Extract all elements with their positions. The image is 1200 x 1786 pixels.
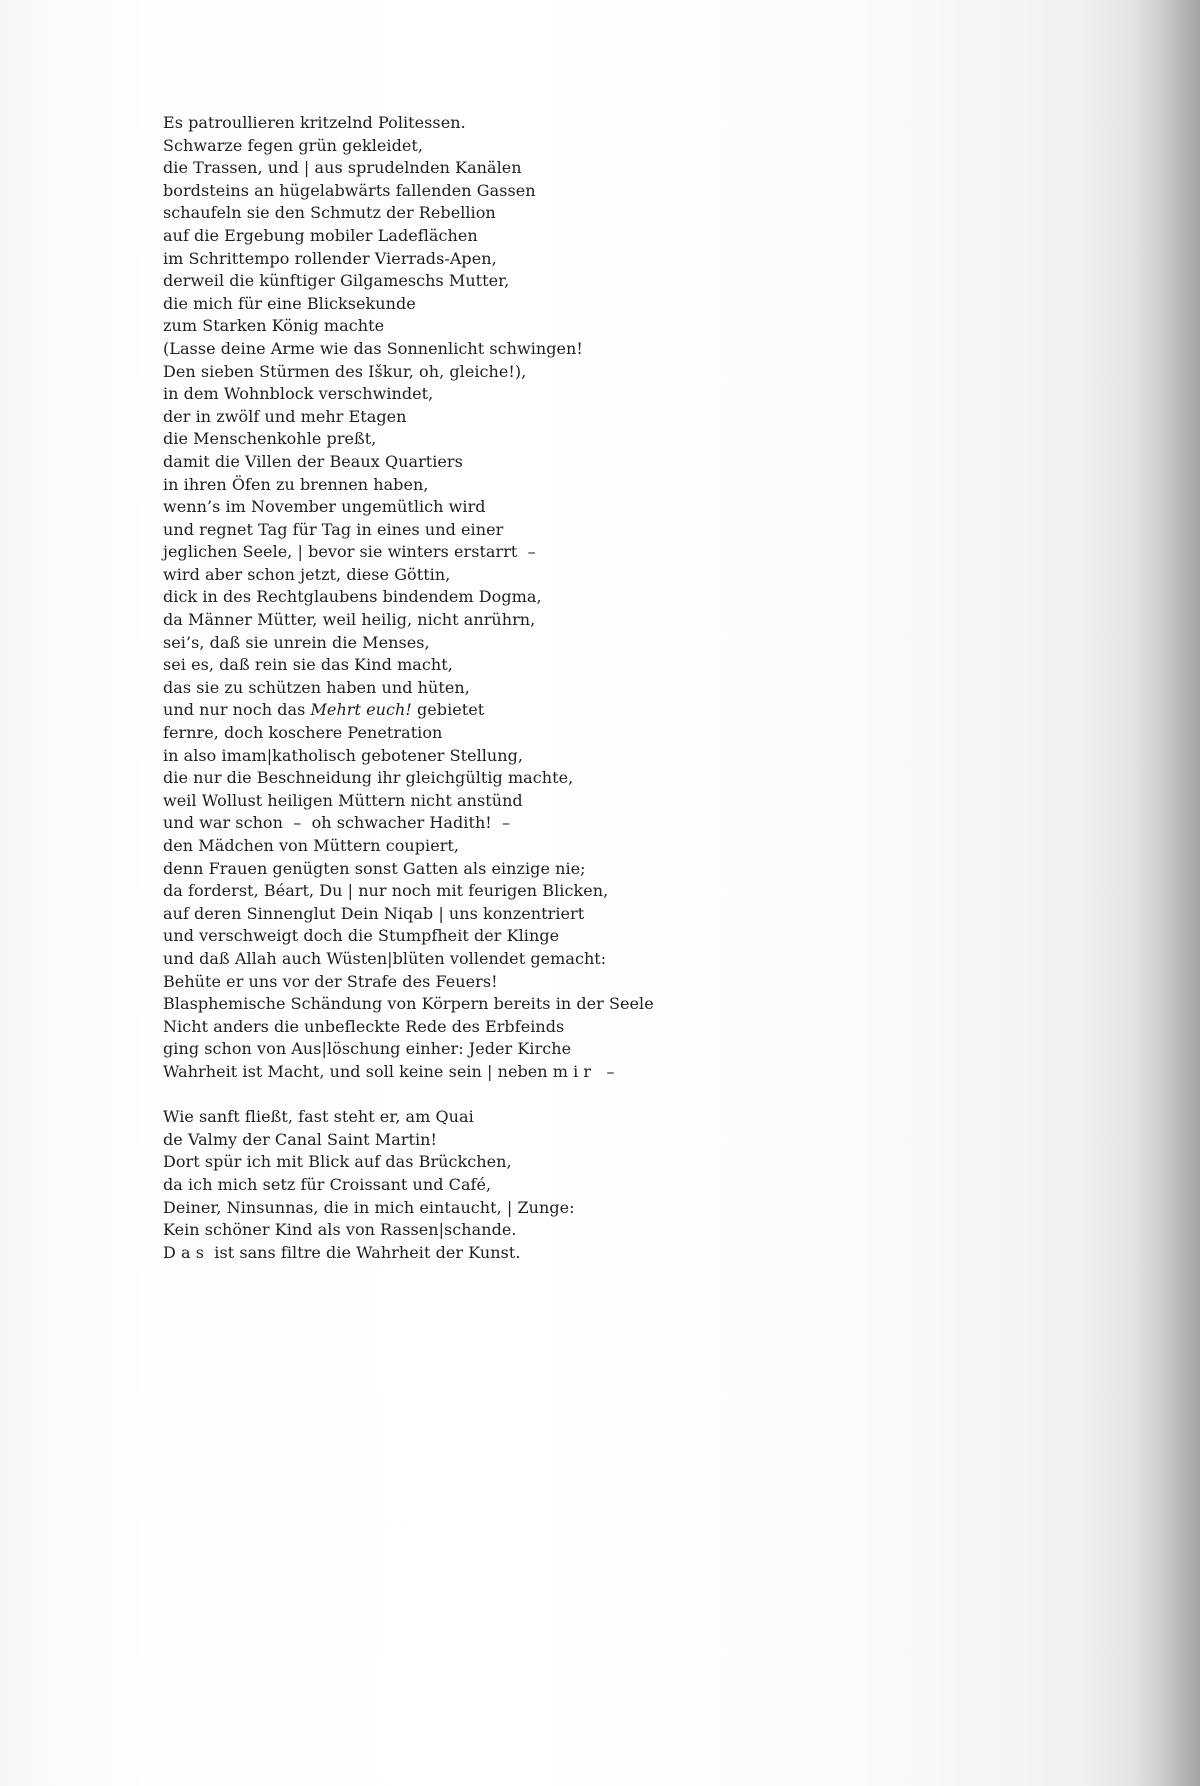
poem-line: da Männer Mütter, weil heilig, nicht anrührn, — [163, 610, 536, 630]
stanza-2 — [163, 1106, 883, 1264]
poem-line: da ich mich setz für Croissant und Café, — [163, 1174, 492, 1194]
poem-line: und verschweigt doch die Stumpfheit der Klinge — [163, 926, 560, 946]
poem-line: jeglichen Seele, | bevor sie winters erstarrt – — [163, 542, 536, 562]
poem-line: wenn’s im November ungemütlich wird — [163, 497, 486, 517]
poem-text — [163, 112, 883, 1264]
stanza-1 — [163, 112, 883, 1084]
poem-line: die nur die Beschneidung ihr gleichgültig machte, — [163, 768, 574, 788]
poem-line: da forderst, Béart, Du | nur noch mit feurigen Blicken, — [163, 881, 609, 901]
poem-line: sei es, daß rein sie das Kind macht, — [163, 655, 453, 675]
poem-line: wird aber schon jetzt, diese Göttin, — [163, 564, 451, 584]
poem-line: Den sieben Stürmen des Iškur, oh, gleiche!), — [163, 361, 527, 381]
poem-line: die mich für eine Blicksekunde — [163, 293, 416, 313]
poem-line: im Schrittempo rollender Vierrads-Apen, — [163, 248, 497, 268]
poem-line: fernre, doch koschere Penetration — [163, 723, 443, 743]
poem-line: Kein schöner Kind als von Rassen|schande. — [163, 1220, 517, 1240]
poem-line: der in zwölf und mehr Etagen — [163, 406, 407, 426]
poem-line: und war schon – oh schwacher Hadith! – — [163, 813, 511, 833]
poem-line: denn Frauen genügten sonst Gatten als einzige nie; — [163, 858, 586, 878]
poem-line: D a s ist sans filtre die Wahrheit der Kunst. — [163, 1242, 521, 1262]
line-text-after: gebietet — [411, 700, 485, 720]
poem-line: den Mädchen von Müttern coupiert, — [163, 836, 460, 855]
poem-line: Behüte er uns vor der Strafe des Feuers! — [163, 971, 498, 991]
poem-line: Dort spür ich mit Blick auf das Brückchen, — [163, 1152, 512, 1172]
poem-line: zum Starken König machte — [163, 316, 385, 336]
poem-line: die Menschenkohle preßt, — [163, 429, 377, 449]
poem-line: und daß Allah auch Wüsten|blüten vollendet gemacht: — [163, 948, 607, 968]
poem-line: die Trassen, und | aus sprudelnden Kanälen — [163, 158, 522, 178]
poem-line: de Valmy der Canal Saint Martin! — [163, 1129, 437, 1149]
poem-line: und regnet Tag für Tag in eines und einer — [163, 519, 504, 539]
poem-line: das sie zu schützen haben und hüten, — [163, 677, 470, 697]
poem-line: ging schon von Aus|löschung einher: Jeder Kirche — [163, 1039, 572, 1059]
poem-line: dick in des Rechtglaubens bindendem Dogma, — [163, 587, 542, 607]
poem-line: (Lasse deine Arme wie das Sonnenlicht schwingen! — [163, 338, 583, 358]
poem-line: Es patroullieren kritzelnd Politessen. — [163, 113, 466, 132]
poem-line: damit die Villen der Beaux Quartiers — [163, 451, 463, 471]
poem-line: schaufeln sie den Schmutz der Rebellion — [163, 203, 496, 223]
poem-line: sei’s, daß sie unrein die Menses, — [163, 632, 430, 652]
emphasized-phrase: Mehrt euch! — [310, 700, 412, 720]
poem-line: weil Wollust heiligen Müttern nicht anstünd — [163, 790, 523, 810]
poem-line: in dem Wohnblock verschwindet, — [163, 384, 434, 404]
poem-line: derweil die künftiger Gilgameschs Mutter, — [163, 271, 510, 291]
poem-line: Nicht anders die unbefleckte Rede des Erbfeinds — [163, 1016, 565, 1036]
poem-line: auf die Ergebung mobiler Ladeflächen — [163, 225, 478, 245]
poem-line: in ihren Öfen zu brennen haben, — [163, 474, 429, 494]
poem-line: Blasphemische Schändung von Körpern bereits in der Seele — [163, 994, 654, 1014]
poem-line: auf deren Sinnenglut Dein Niqab | uns konzentriert — [163, 903, 585, 923]
poem-line: bordsteins an hügelabwärts fallenden Gassen — [163, 180, 536, 200]
poem-line: in also imam|katholisch gebotener Stellung, — [163, 745, 524, 765]
poem-line: Wie sanft fließt, fast steht er, am Quai — [163, 1107, 474, 1127]
line-text-before: und nur noch das — [163, 700, 311, 720]
poem-line: Wahrheit ist Macht, und soll keine sein | neben m i r – — [163, 1061, 615, 1081]
poem-line-with-emphasis — [163, 699, 883, 722]
poem-line: Deiner, Ninsunnas, die in mich eintaucht, | Zunge: — [163, 1197, 575, 1217]
poem-line: Schwarze fegen grün gekleidet, — [163, 135, 424, 155]
